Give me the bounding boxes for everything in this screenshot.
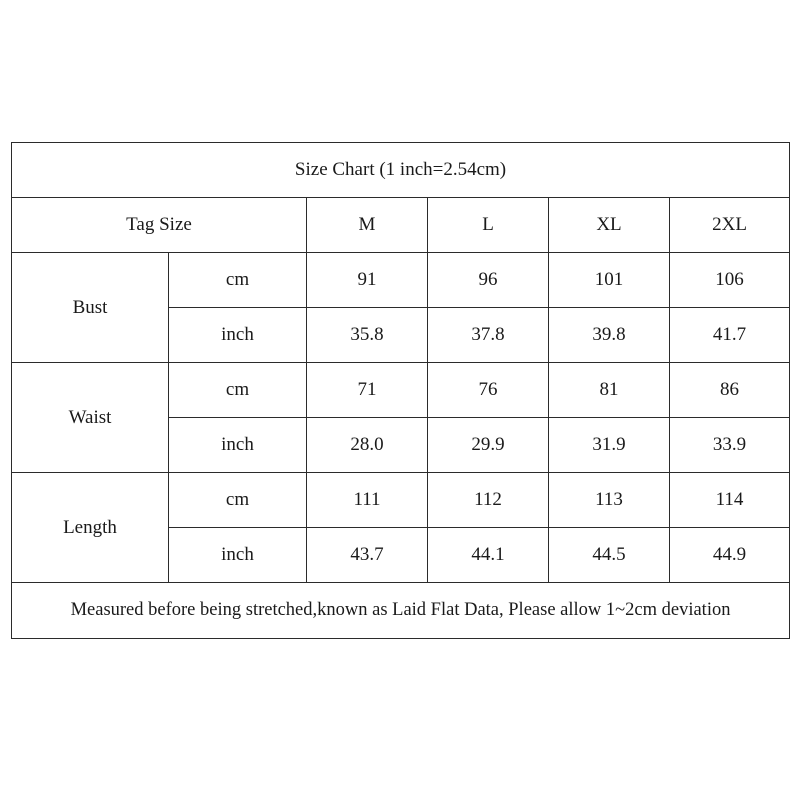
size-header-m: M	[307, 198, 428, 253]
title-row	[12, 143, 790, 198]
table-cell: 44.9	[670, 528, 790, 583]
table-cell: 31.9	[549, 418, 670, 473]
tag-size-label: Tag Size	[12, 198, 307, 253]
size-header-2xl: 2XL	[670, 198, 790, 253]
table-cell: 37.8	[428, 308, 549, 363]
unit-label: cm	[169, 253, 307, 308]
deviation-note: Measured before being stretched,known as Laid Flat Data, Please allow 1~2cm deviation	[12, 583, 790, 639]
unit-label: inch	[169, 308, 307, 363]
table-cell: 96	[428, 253, 549, 308]
size-header-l: L	[428, 198, 549, 253]
unit-label: cm	[169, 473, 307, 528]
table-row	[12, 363, 790, 418]
table-cell: 29.9	[428, 418, 549, 473]
table-cell: 28.0	[307, 418, 428, 473]
table-cell: 113	[549, 473, 670, 528]
unit-label: inch	[169, 528, 307, 583]
table-cell: 44.1	[428, 528, 549, 583]
table-cell: 112	[428, 473, 549, 528]
table-cell: 76	[428, 363, 549, 418]
table-row	[12, 473, 790, 528]
table-cell: 44.5	[549, 528, 670, 583]
header-row	[12, 198, 790, 253]
table-cell: 71	[307, 363, 428, 418]
table-cell: 114	[670, 473, 790, 528]
table-cell: 41.7	[670, 308, 790, 363]
table-cell: 101	[549, 253, 670, 308]
size-header-xl: XL	[549, 198, 670, 253]
table-cell: 91	[307, 253, 428, 308]
table-cell: 111	[307, 473, 428, 528]
table-cell: 33.9	[670, 418, 790, 473]
measurement-name-length: Length	[12, 473, 169, 583]
size-chart-table	[11, 142, 790, 639]
table-cell: 43.7	[307, 528, 428, 583]
table-cell: 106	[670, 253, 790, 308]
table-row	[12, 253, 790, 308]
measurement-name-waist: Waist	[12, 363, 169, 473]
measurement-name-bust: Bust	[12, 253, 169, 363]
note-row	[12, 583, 790, 639]
table-cell: 86	[670, 363, 790, 418]
table-cell: 35.8	[307, 308, 428, 363]
chart-title: Size Chart (1 inch=2.54cm)	[12, 143, 790, 198]
table-cell: 81	[549, 363, 670, 418]
unit-label: inch	[169, 418, 307, 473]
unit-label: cm	[169, 363, 307, 418]
table-cell: 39.8	[549, 308, 670, 363]
